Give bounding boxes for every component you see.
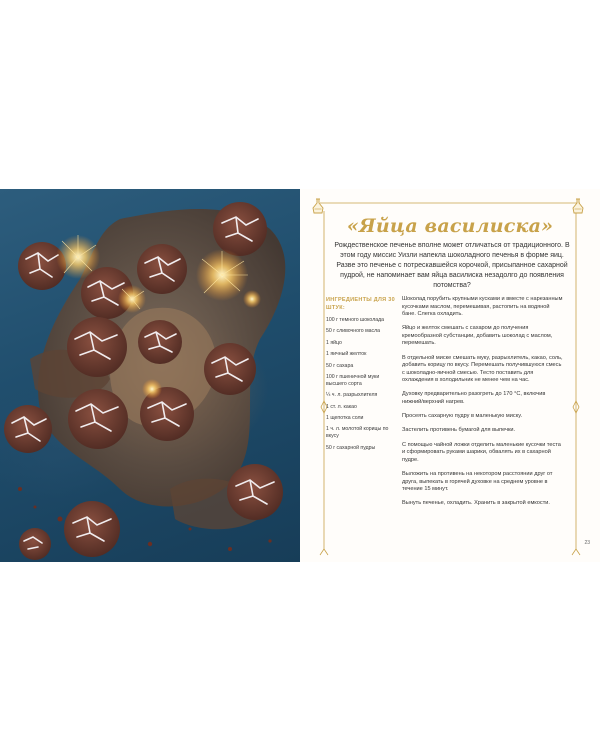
cookies-illustration (0, 189, 300, 562)
ingredient-item: 1 ст. л. какао (326, 403, 357, 410)
recipe-step: В отдельной миске смешать муку, разрыхлитель, какао, соль, добавить корицу по вкусу. Перемешать получившуюся смесь с шоколадно-яичной смесью. Тесто поставить для охлаждения в холодильник не менее чем на час. (402, 354, 563, 384)
ingredient-item: 50 г сахара (326, 362, 354, 369)
cookies-photo (0, 189, 300, 562)
recipe-step: Выложить на противень на некотором расстоянии друг от друга, выпекать в горячей духовке на среднем уровне в течение 15 минут. (402, 471, 553, 493)
page-number: 23 (584, 540, 590, 546)
recipe-step: Просеять сахарную пудру в маленькую миску. (402, 413, 522, 420)
ingredient-item: 1 яичный желток (326, 351, 367, 358)
recipe-intro: Рождественское печенье вполне может отличаться от традиционного. В этом году миссис Уизли напекла шоколадного печенья в форме яиц. Разве это печенье с потрескавшейся корочкой, присыпанное сахарной пудрой, не напоминает вам яйца василиска незадолго до появления потомства? (334, 242, 570, 289)
recipe-steps (402, 296, 564, 515)
ingredient-item: ¼ ч. л. разрыхлителя (326, 392, 378, 399)
recipe-page (300, 189, 600, 562)
ingredient-item: 1 яйцо (326, 339, 342, 346)
recipe-step: Вынуть печенье, охладить. Хранить в закрытой емкости. (402, 500, 550, 507)
ingredient-item: 100 г пшеничной муки высшего сорта (326, 373, 380, 387)
recipe-step: Яйцо и желток смешать с сахаром до получения кремообразной субстанции, добавить шоколад с маслом, перемешать. (402, 325, 553, 347)
ingredients-list (326, 317, 398, 456)
ingredient-item: 100 г темного шоколада (326, 317, 385, 323)
right-ornament-potion-bottle-icon (571, 198, 585, 214)
recipe-step: С помощью чайной ложки отделить маленькие кусочки теста и сформировать руками шарики, обвалять их в сахарной пудре. (402, 441, 561, 463)
ingredient-item: 1 ч. л. молотой корицы по вкусу (326, 426, 389, 440)
ingredients-heading: ИНГРЕДИЕНТЫ ДЛЯ 30 ШТУК: (326, 297, 395, 311)
ingredient-item: 50 г сливочного масла (326, 328, 381, 335)
left-ornament-potion-bottle-icon (311, 198, 325, 214)
book-spread (0, 189, 600, 562)
ingredient-item: 50 г сахарной пудры (326, 444, 376, 451)
recipe-step: Застелить противень бумагой для выпечки. (402, 427, 516, 434)
recipe-step: Шоколад порубить крупными кусками и вместе с нарезанным кусочками маслом, перемешивая, растопить на водяной бане. Слегка охладить. (402, 296, 563, 317)
ingredient-item: 1 щепотка соли (326, 414, 364, 421)
recipe-title: «Яйца василиска» (346, 215, 554, 237)
recipe-step: Духовку предварительно разогреть до 170 °С, включив нижний/верхний нагрев. (402, 391, 546, 405)
